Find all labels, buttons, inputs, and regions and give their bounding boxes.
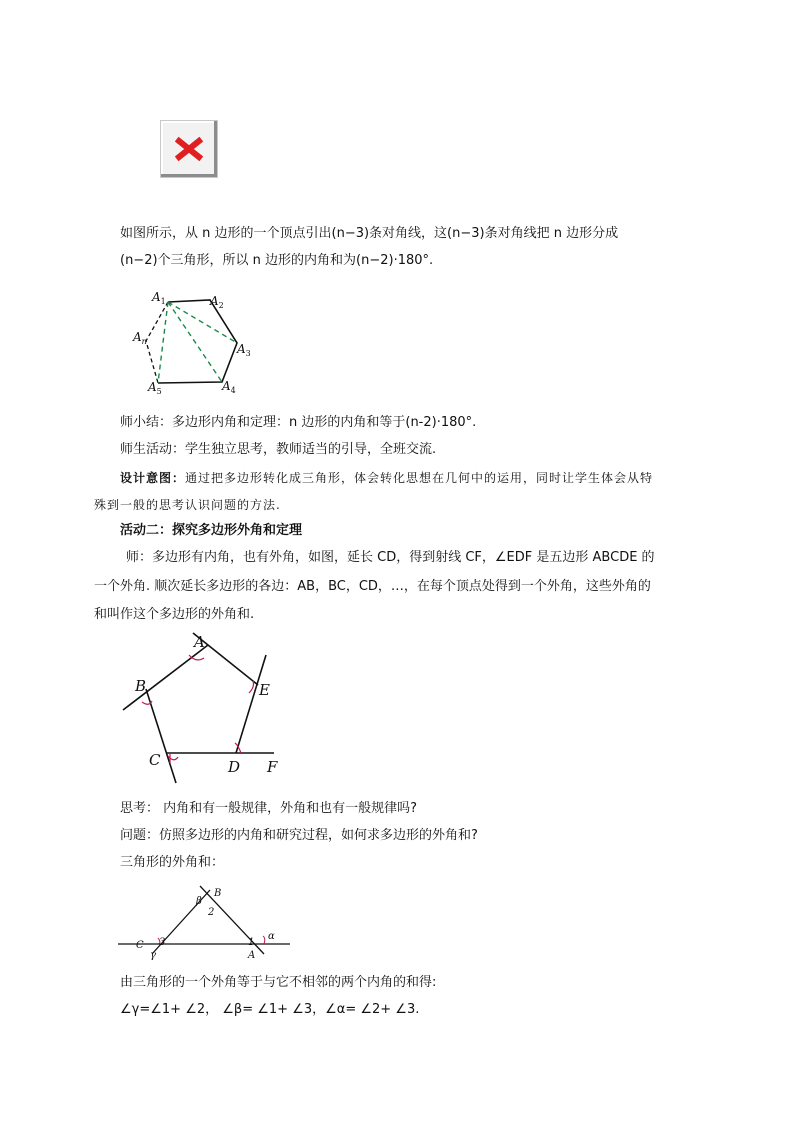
- polygon-diagonals-figure: [130, 285, 260, 400]
- triangle-label-2: 2: [208, 907, 215, 918]
- label-f: F: [267, 758, 278, 776]
- triangle-label-1: 1: [248, 937, 255, 948]
- conclusion-line-1: 由三角形的一个外角等于与它不相邻的两个内角的和得:: [120, 975, 437, 990]
- diagonal-a1-a5: [158, 302, 168, 383]
- activity-two-title: 活动二：探究多边形外角和定理: [120, 523, 303, 538]
- activity-two-paragraph-1: 师：多边形有内角，也有外角，如图，延长 CD，得到射线 CF，∠EDF 是五边形 ABCDE 的: [126, 550, 655, 565]
- broken-image-icon: [175, 135, 203, 163]
- label-a1: $A_1$: [152, 290, 166, 306]
- label-e: E: [259, 681, 270, 699]
- label-d: D: [228, 758, 241, 776]
- think-question: 思考： 内角和有一般规律，外角和也有一般规律吗?: [120, 801, 418, 816]
- pentagon-exterior-angle-figure: [118, 625, 288, 785]
- triangle-label-alpha: α: [268, 931, 275, 942]
- conclusion-formula: ∠γ=∠1+ ∠2， ∠β= ∠1+ ∠3，∠α= ∠2+ ∠3.: [120, 1002, 420, 1017]
- triangle-exterior-angle-figure: [118, 882, 298, 962]
- label-an: $A_n$: [133, 330, 147, 346]
- design-intent-line-2: 殊到一般的思考认识问题的方法.: [94, 498, 281, 512]
- triangle-label-beta: β: [196, 896, 202, 907]
- label-a4: $A_4$: [222, 379, 236, 395]
- polygon-solid-edges: [158, 300, 237, 383]
- problem-question: 问题：仿照多边形的内角和研究过程，如何求多边形的外角和?: [120, 828, 478, 843]
- intro-line-1: 如图所示，从 n 边形的一个顶点引出(n−3)条对角线，这(n−3)条对角线把 n 边形分成: [120, 226, 619, 241]
- triangle-label-b: B: [214, 888, 222, 899]
- teacher-summary: 师小结：多边形内角和定理：n 边形的内角和等于(n-2)·180°.: [120, 415, 477, 430]
- design-intent-line-1: [120, 469, 653, 486]
- label-a: A: [194, 633, 205, 651]
- design-label: 设计意图：: [120, 471, 186, 485]
- label-a2: $A_2$: [210, 294, 224, 310]
- activity-label: 师生活动：: [120, 442, 186, 457]
- angle-arcs: [142, 655, 254, 763]
- label-b: B: [135, 677, 147, 695]
- label-a3: $A_3$: [237, 342, 251, 358]
- activity-text: 学生独立思考，教师适当的引导，全班交流.: [185, 442, 437, 457]
- triangle-label-gamma: γ: [150, 950, 156, 961]
- design-text-1: 通过把多边形转化成三角形，体会转化思想在几何中的运用，同时让学生体会从特: [185, 471, 654, 485]
- activity-two-paragraph-3: 和叫作这个多边形的外角和.: [94, 607, 255, 622]
- broken-image-placeholder: [160, 120, 218, 178]
- activity-two-paragraph-2: 一个外角. 顺次延长多边形的各边：AB，BC，CD，…，在每个顶点处得到一个外角，这些外角的: [94, 579, 651, 594]
- label-c: C: [149, 751, 161, 769]
- pentagon-extended-sides: [123, 633, 274, 783]
- triangle-label-c: C: [136, 940, 144, 951]
- intro-line-2: (n−2)个三角形，所以 n 边形的内角和为(n−2)·180°.: [120, 253, 434, 268]
- teacher-student-activity: [120, 441, 436, 459]
- diagonal-a1-a3: [168, 302, 237, 343]
- diagonals: [158, 302, 237, 383]
- polygon-dashed-edges: [146, 302, 168, 383]
- triangle-exterior-title: 三角形的外角和：: [120, 855, 225, 870]
- triangle-label-a: A: [248, 950, 256, 961]
- label-a5: $A_5$: [148, 380, 162, 396]
- triangle-label-3: 3: [159, 937, 166, 948]
- diagonal-a1-a4: [168, 302, 222, 382]
